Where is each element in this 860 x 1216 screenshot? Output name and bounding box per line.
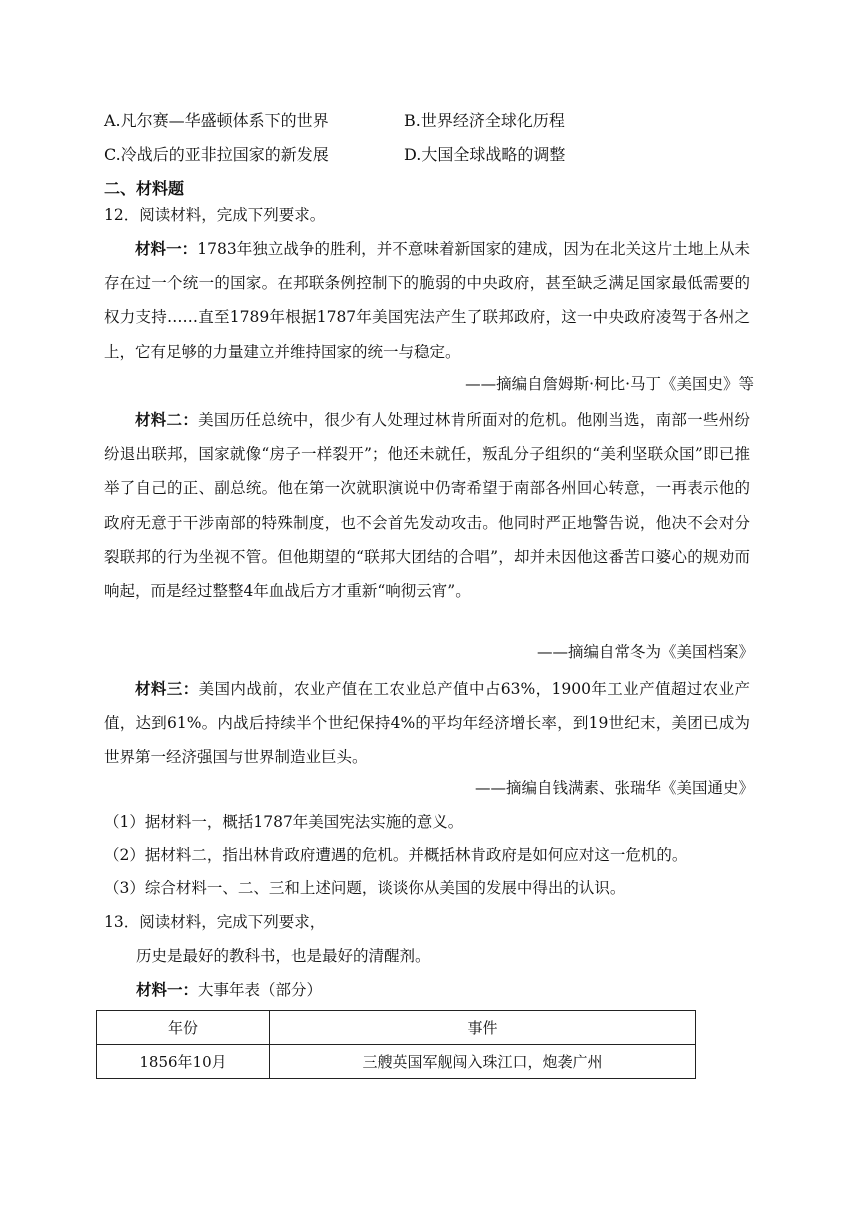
option-c: C.冷战后的亚非拉国家的新发展: [104, 144, 329, 164]
table-header-year: 年份: [97, 1011, 270, 1045]
table-cell-year: 1856年10月: [97, 1045, 270, 1079]
question-12-stem: 12．阅读材料，完成下列要求。: [104, 206, 326, 224]
q12-material-1-source: ——摘编自詹姆斯·柯比·马丁《美国史》等: [465, 375, 754, 393]
option-d: D.大国全球战略的调整: [404, 144, 566, 164]
material-text: 1783年独立战争的胜利，并不意味着新国家的建成，因为在北关这片土地上从未存在过一个统一的国家。在邦联条例控制下的脆弱的中央政府，甚至缺乏满足国家最低需要的权力支持……直至1789年根据1787年美国宪法产生了联邦政府，这一中央政府凌驾于各州之上，它有足够的力量建立并维持国家的统一与稳定。: [104, 240, 750, 361]
q12-material-3: [104, 672, 750, 775]
material-text: 美国历任总统中，很少有人处理过林肯所面对的危机。他刚当选，南部一些州纷纷退出联邦，国家就像“房子一样裂开”；他还未就任，叛乱分子组织的“美利坚联众国”即已推举了自己的正、副总统。他在第一次就职演说中仍寄希望于南部各州回心转意，一再表示他的政府无意于干涉南部的特殊制度，也不会首先发动攻击。他同时严正地警告说，他决不会对分裂联邦的行为坐视不管。但他期望的“联邦大团结的合唱”，却并未因他这番苦口婆心的规劝而响起，而是经过整整4年血战后方才重新“响彻云宵”。: [104, 411, 750, 601]
q12-subquestion-1: （1）据材料一，概括1787年美国宪法实施的意义。: [104, 813, 464, 831]
option-a: A.凡尔赛—华盛顿体系下的世界: [104, 110, 329, 130]
table-cell-event: 三艘英国军舰闯入珠江口，炮袭广州: [270, 1045, 696, 1079]
table-header-row: [97, 1011, 696, 1045]
material-label: 材料三：: [135, 679, 199, 698]
material-text: 大事年表（部分）: [198, 981, 323, 999]
q12-material-2: [104, 403, 750, 608]
q12-material-1: [104, 232, 750, 369]
material-text: 美国内战前，农业产值在工农业总产值中占63%，1900年工业产值超过农业产值，达到61%。内战后持续半个世纪保持4%的平均年经济增长率，到19世纪末，美团已成为世界第一经济强国与世界制造业巨头。: [104, 680, 750, 767]
q12-subquestion-2: （2）据材料二，指出林肯政府遭遇的危机。并概括林肯政府是如何应对这一危机的。: [104, 846, 688, 864]
table-row: [97, 1045, 696, 1079]
table-header-event: 事件: [270, 1011, 696, 1045]
q12-subquestion-3: （3）综合材料一、二、三和上述问题，谈谈你从美国的发展中得出的认识。: [104, 879, 626, 897]
material-label: 材料二：: [135, 410, 199, 429]
q12-material-2-source: ——摘编自常冬为《美国档案》: [536, 643, 754, 661]
question-13-stem: 13．阅读材料，完成下列要求，: [104, 913, 326, 931]
option-b: B.世界经济全球化历程: [404, 110, 565, 130]
section-title: 二、材料题: [104, 179, 185, 198]
material-label: 材料一：: [135, 239, 198, 258]
options-row-1: [104, 102, 784, 136]
q12-material-3-source: ——摘编自钱满素、张瑞华《美国通史》: [474, 779, 754, 797]
events-table: [96, 1010, 696, 1079]
answer-options: [104, 102, 784, 170]
options-row-2: [104, 136, 784, 170]
q13-material-1-heading: [136, 978, 322, 1000]
material-label: 材料一：: [136, 980, 199, 999]
q13-intro: 历史是最好的教科书，也是最好的清醒剂。: [136, 947, 431, 965]
